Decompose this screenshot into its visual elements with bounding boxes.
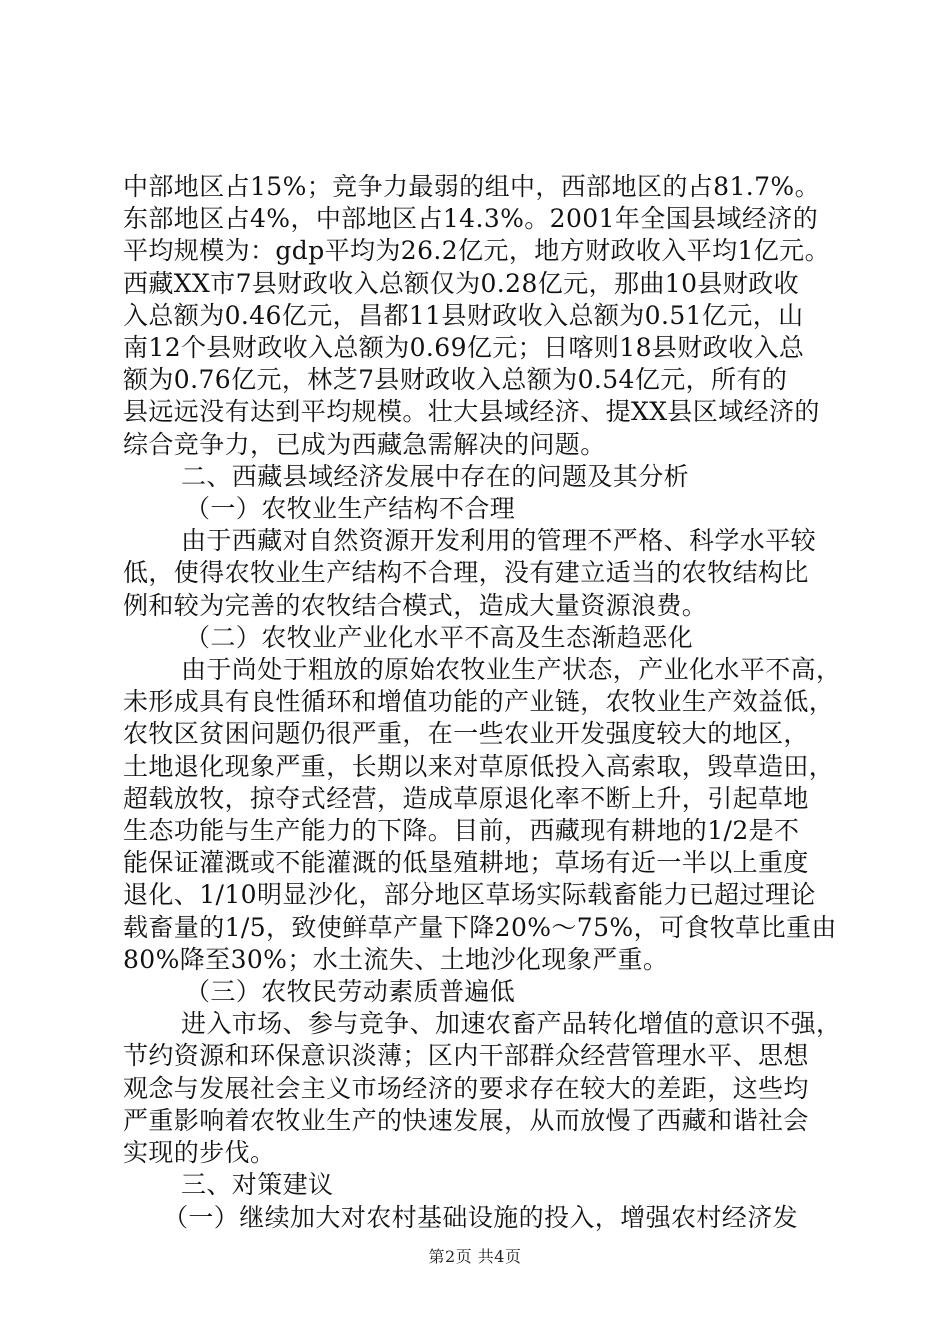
text-line: 低，使得农牧业生产结构不合理，没有建立适当的农牧结构比 (123, 558, 809, 588)
text-line: 县远远没有达到平均规模。壮大县域经济、提XX县区域经济的 (123, 397, 820, 427)
subsection-heading: （一）农牧业生产结构不合理 (185, 494, 516, 524)
text-line: 严重影响着农牧业生产的快速发展，从而放慢了西藏和谐社会 (123, 1105, 809, 1135)
subsection-heading: （三）农牧民劳动素质普遍低 (185, 977, 516, 1007)
text-line: 额为0.76亿元，林芝7县财政收入总额为0.54亿元，所有的 (123, 365, 788, 395)
text-line: 未形成具有良性循环和增值功能的产业链，农牧业生产效益低， (123, 687, 835, 717)
text-line: 超载放牧，掠夺式经营，造成草原退化率不断上升，引起草地 (123, 783, 809, 813)
text-line: 退化、1/10明显沙化，部分地区草场实际载畜能力已超过理论 (123, 880, 816, 910)
text-line: 例和较为完善的农牧结合模式，造成大量资源浪费。 (123, 590, 708, 620)
text-line: 80%降至30%；水土流失、土地沙化现象严重。 (123, 944, 669, 974)
paragraph-first-line: 进入市场、参与竞争、加速农畜产品转化增值的意识不强， (181, 1009, 842, 1039)
text-line: 综合竞争力，已成为西藏急需解决的问题。 (123, 429, 606, 459)
text-line: 南12个县财政收入总额为0.69亿元；日喀则18县财政收入总 (123, 333, 805, 363)
paragraph-first-line: 由于尚处于粗放的原始农牧业生产状态，产业化水平不高， (181, 655, 842, 685)
text-line: 西藏XX市7县财政收入总额仅为0.28亿元，那曲10县财政收 (123, 268, 799, 298)
text-line: 生态功能与生产能力的下降。目前，西藏现有耕地的1/2是不 (123, 816, 800, 846)
paragraph-first-line: 由于西藏对自然资源开发利用的管理不严格、科学水平较 (181, 526, 817, 556)
text-line: 实现的步伐。 (123, 1138, 276, 1168)
text-line: 能保证灌溉或不能灌溉的低垦殖耕地；草场有近一半以上重度 (123, 848, 809, 878)
text-line: 农牧区贫困问题仍很严重，在一些农业开发强度较大的地区， (123, 719, 809, 749)
text-line: 节约资源和环保意识淡薄；区内干部群众经营管理水平、思想 (123, 1041, 809, 1071)
text-line: 土地退化现象严重，长期以来对草原低投入高索取，毁草造田， (123, 751, 835, 781)
text-line: 东部地区占4%，中部地区占14.3%。2001年全国县域经济的 (123, 204, 819, 234)
text-line: 平均规模为：gdp平均为26.2亿元，地方财政收入平均1亿元。 (123, 236, 830, 266)
subsection-heading: （二）农牧业产业化水平不高及生态渐趋恶化 (185, 622, 694, 652)
document-body (123, 171, 842, 1234)
text-line: 载畜量的1/5，致使鲜草产量下降20%～75%，可食牧草比重由 (123, 912, 837, 942)
section-heading: 三、对策建议 (181, 1170, 334, 1200)
subsection-heading: （一）继续加大对农村基础设施的投入，增强农村经济发 (163, 1202, 799, 1232)
page-number-footer: 第2页 共4页 (428, 1247, 522, 1266)
text-line: 观念与发展社会主义市场经济的要求存在较大的差距，这些均 (123, 1073, 809, 1103)
section-heading: 二、西藏县域经济发展中存在的问题及其分析 (181, 461, 690, 491)
text-line: 入总额为0.46亿元，昌都11县财政收入总额为0.51亿元，山 (123, 300, 804, 330)
text-line: 中部地区占15%；竞争力最弱的组中，西部地区的占81.7%。 (123, 172, 820, 201)
